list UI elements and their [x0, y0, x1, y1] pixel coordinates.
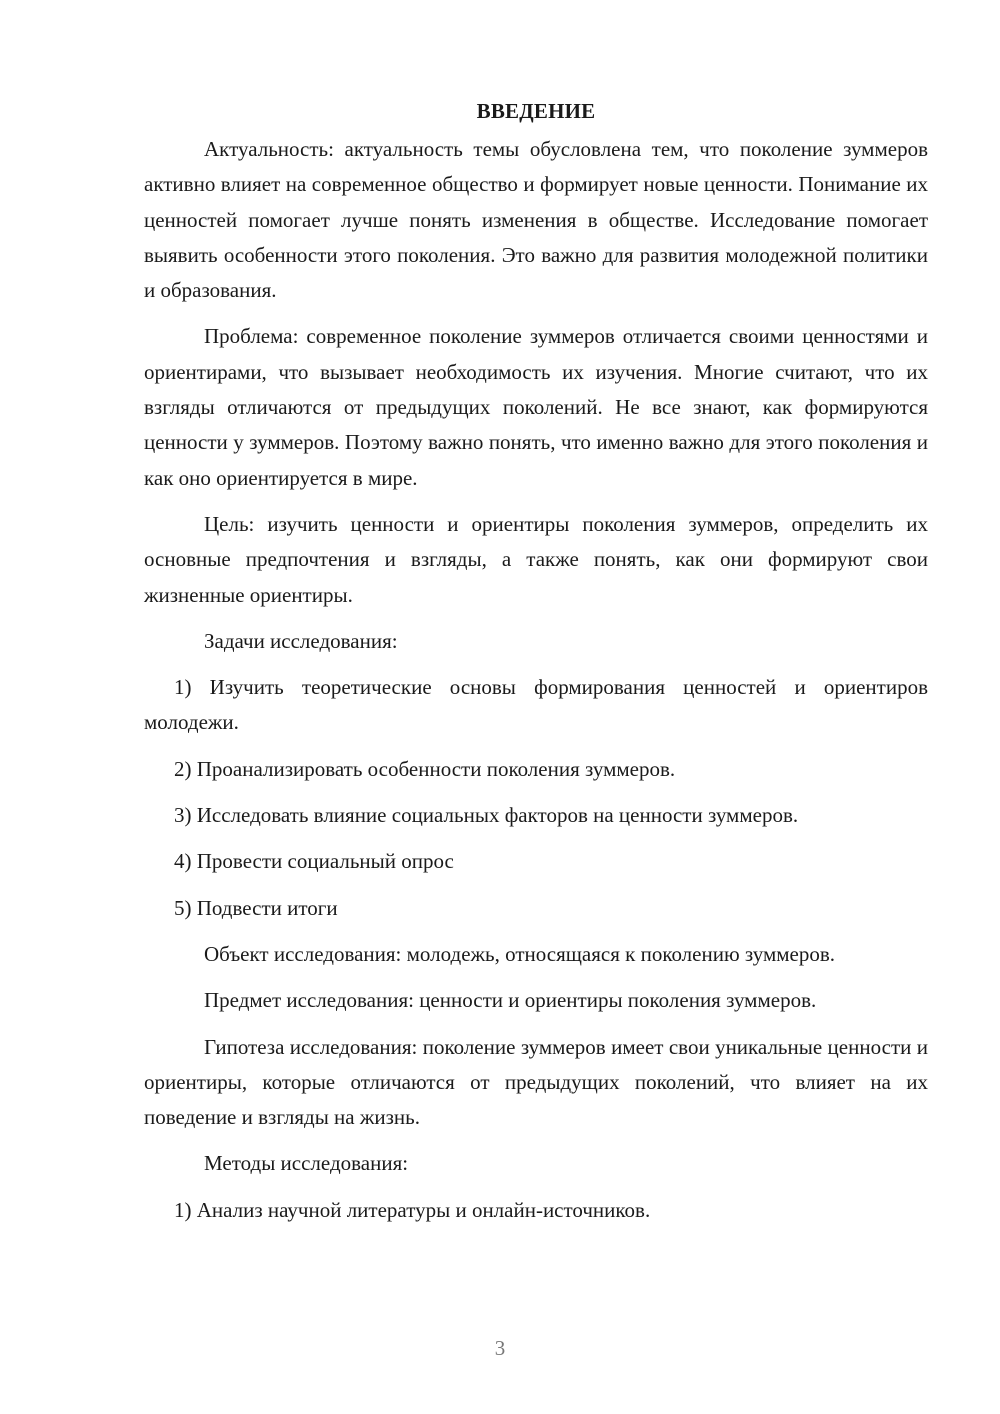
problem-paragraph: Проблема: современное поколение зуммеров отличается своими ценностями и ориентирами, что вызывает необходимость их изучения. Многие считают, что их взгляды отличаются от предыдущих поколений. Не все знают, как формируются ценности у зуммеров. Поэтому важно понять, что именно важно для этого поколения и как оно ориентируется в мире.: [144, 324, 928, 490]
method-item-1: 1) Анализ научной литературы и онлайн-источников.: [174, 1197, 651, 1222]
task-item-2: 2) Проанализировать особенности поколения зуммеров.: [174, 756, 676, 781]
task-item-5: 5) Подвести итоги: [174, 895, 338, 920]
task-item-4: 4) Провести социальный опрос: [174, 849, 454, 874]
tasks-heading-paragraph: Задачи исследования:: [204, 628, 398, 653]
page-number: 3: [494, 1336, 506, 1360]
hypothesis-paragraph: Гипотеза исследования: поколение зуммеров имеет свои уникальные ценности и ориентиры, которые отличаются от предыдущих поколений, что влияет на их поведение и взгляды на жизнь.: [144, 1034, 928, 1130]
task-item-3: 3) Исследовать влияние социальных факторов на ценности зуммеров.: [174, 803, 799, 828]
section-heading: ВВЕДЕНИЕ: [476, 99, 596, 123]
object-paragraph: Объект исследования: молодежь, относящаяся к поколению зуммеров.: [204, 941, 836, 966]
task-item-1: 1) Изучить теоретические основы формирования ценностей и ориентиров молодежи.: [144, 675, 928, 735]
goal-paragraph: Цель: изучить ценности и ориентиры поколения зуммеров, определить их основные предпочтения и взгляды, а также понять, как они формируют свои жизненные ориентиры.: [144, 511, 928, 607]
subject-paragraph: Предмет исследования: ценности и ориентиры поколения зуммеров.: [204, 988, 817, 1013]
methods-heading-paragraph: Методы исследования:: [204, 1151, 409, 1176]
relevance-paragraph: Актуальность: актуальность темы обусловлена тем, что поколение зуммеров активно влияет на современное общество и формирует новые ценности. Понимание их ценностей помогает лучше понять изменения в обществе. Исследование помогает выявить особенности этого поколения. Это важно для развития молодежной политики и образования.: [144, 137, 928, 303]
document-page: [144, 94, 928, 1239]
